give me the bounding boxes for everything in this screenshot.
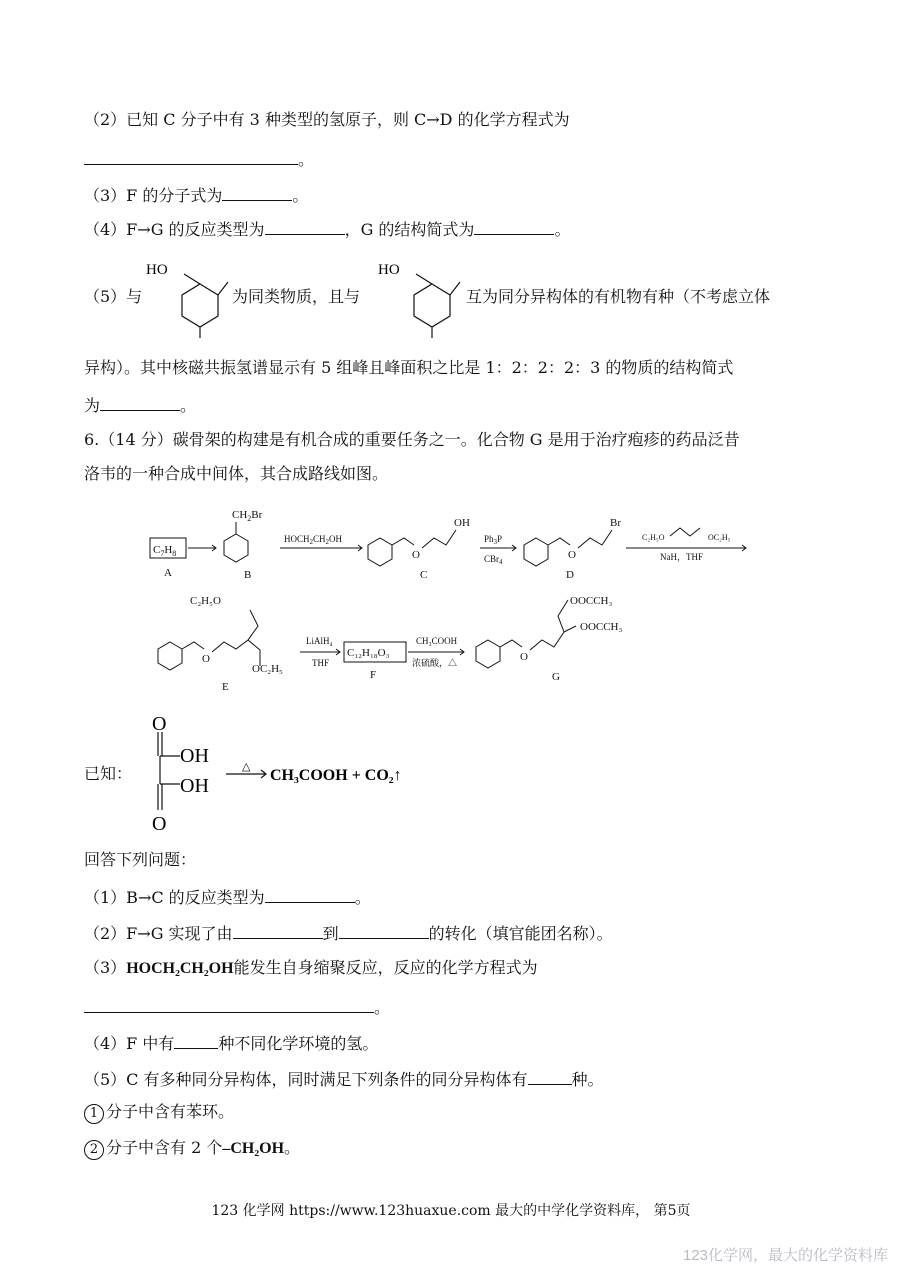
- answer-blank[interactable]: [100, 392, 180, 411]
- dimethylphenol-structure-1: [140, 254, 230, 338]
- svg-text:NaH，THF: NaH，THF: [660, 552, 703, 562]
- svg-text:OOCCH₃: OOCCH₃: [580, 621, 623, 633]
- svg-text:Br: Br: [610, 517, 621, 529]
- answer-q5: （5）C 有多种同分异构体，同时满足下列条件的同分异构体有 种。: [84, 1066, 604, 1092]
- answer-blank[interactable]: [174, 1030, 218, 1049]
- svg-text:G: G: [552, 671, 560, 683]
- page-footer: 123 化学网 https://www.123huaxue.com 最大的中学化学资料库， 第5页: [211, 1203, 691, 1219]
- answer-q3: （3）HOCH₂CH₂OH能发生自身缩聚反应，反应的化学方程式为: [84, 958, 538, 977]
- svg-text:O: O: [152, 713, 167, 735]
- q3-line: （3）F 的分子式为 。: [84, 182, 308, 208]
- svg-text:浓硫酸，△: 浓硫酸，△: [412, 658, 458, 668]
- svg-text:B: B: [244, 569, 252, 581]
- synthesis-scheme: [140, 500, 760, 700]
- q5-line3: 为 。: [84, 392, 196, 418]
- svg-text:O: O: [412, 549, 420, 561]
- formula-a: $C_7H_8$: [153, 544, 177, 558]
- svg-text:F: F: [370, 669, 377, 681]
- condition-1: 1 分子中含有苯环。: [84, 1100, 234, 1124]
- svg-text:E: E: [222, 681, 229, 693]
- answer-blank[interactable]: [265, 884, 355, 903]
- svg-text:C₂H₅O: C₂H₅O: [190, 595, 221, 607]
- svg-text:O: O: [152, 813, 167, 834]
- q5-mid: 为同类物质，且与: [232, 287, 361, 306]
- svg-text:A: A: [164, 567, 172, 579]
- dimethylphenol-structure-2: [374, 254, 464, 338]
- answer-q3-line2: 。: [84, 994, 390, 1020]
- answer-q4: （4）F 中有 种不同化学环境的氢。: [84, 1030, 378, 1056]
- svg-text:CH₃COOH + CO₂↑: CH₃COOH + CO₂↑: [270, 767, 402, 784]
- answer-blank[interactable]: [233, 920, 323, 939]
- p6-line2: 洛韦的一种合成中间体，其合成路线如图。: [84, 464, 389, 483]
- svg-text:C: C: [420, 569, 428, 581]
- q5-suffix: 互为同分异构体的有机物有种（不考虑立体: [466, 287, 771, 306]
- answer-blank[interactable]: [222, 182, 292, 201]
- svg-text:HO: HO: [146, 262, 168, 278]
- known-label: 已知：: [84, 764, 133, 783]
- q2-answer-line: 。: [84, 146, 314, 172]
- svg-text:Ph3P: $Ph_3P$: [484, 534, 503, 546]
- svg-text:LiAlH₄: LiAlH₄: [306, 636, 333, 646]
- condition-2: 2 分子中含有 2 个–CH₂OH。: [84, 1136, 300, 1161]
- svg-text:O: O: [520, 651, 528, 663]
- svg-text:CH₃COOH: CH₃COOH: [416, 636, 458, 646]
- svg-text:O: O: [568, 549, 576, 561]
- answer-blank[interactable]: [474, 216, 554, 235]
- svg-text:OC₂H₅: OC₂H₅: [708, 533, 731, 542]
- answer-blank[interactable]: [84, 146, 298, 165]
- answer-intro: 回答下列问题：: [84, 850, 197, 869]
- q5-prefix: （5）与: [84, 287, 143, 306]
- malonic-acid-structure: [130, 710, 430, 834]
- svg-text:HOCH2CH2OH: $HOCH_2CH_2OH$: [284, 534, 343, 546]
- answer-blank[interactable]: [528, 1066, 572, 1085]
- svg-text:C₁₂H₁₈O₃: C₁₂H₁₈O₃: [347, 647, 390, 659]
- q4-line: （4）F→G 的反应类型为 ，G 的结构简式为 。: [84, 216, 570, 242]
- svg-text:OH: OH: [180, 745, 209, 767]
- svg-text:OOCCH₃: OOCCH₃: [570, 595, 613, 607]
- answer-blank[interactable]: [265, 216, 345, 235]
- svg-text:CBr4: CBr$_4$: [484, 554, 503, 566]
- svg-text:OH: OH: [454, 517, 470, 529]
- answer-blank[interactable]: [84, 994, 374, 1013]
- svg-text:OC₂H₅: OC₂H₅: [252, 663, 283, 675]
- q2-line: （2）已知 C 分子中有 3 种类型的氢原子，则 C→D 的化学方程式为: [84, 110, 570, 129]
- p6-line1: 6.（14 分）碳骨架的构建是有机合成的重要任务之一。化合物 G 是用于治疗疱疹的药品泛昔: [84, 430, 740, 449]
- watermark: 123化学网，最大的化学资料库: [682, 1247, 888, 1264]
- q5-line2: 异构）。其中核磁共振氢谱显示有 5 组峰且峰面积之比是 1：2：2：2：3 的物质的结构简式: [84, 358, 734, 377]
- svg-text:HO: HO: [378, 262, 400, 278]
- svg-text:O: O: [202, 653, 210, 665]
- svg-text:△: △: [242, 761, 251, 773]
- svg-text:C₂H₅O: C₂H₅O: [642, 533, 665, 542]
- svg-text:OH: OH: [180, 775, 209, 797]
- svg-text:THF: THF: [312, 658, 330, 668]
- answer-q1: （1）B→C 的反应类型为 。: [84, 884, 371, 910]
- answer-q2: （2）F→G 实现了由 到 的转化（填官能团名称）。: [84, 920, 613, 946]
- answer-blank[interactable]: [339, 920, 429, 939]
- svg-text:CH2Br: $CH_2Br$: [232, 509, 263, 523]
- svg-text:D: D: [566, 569, 574, 581]
